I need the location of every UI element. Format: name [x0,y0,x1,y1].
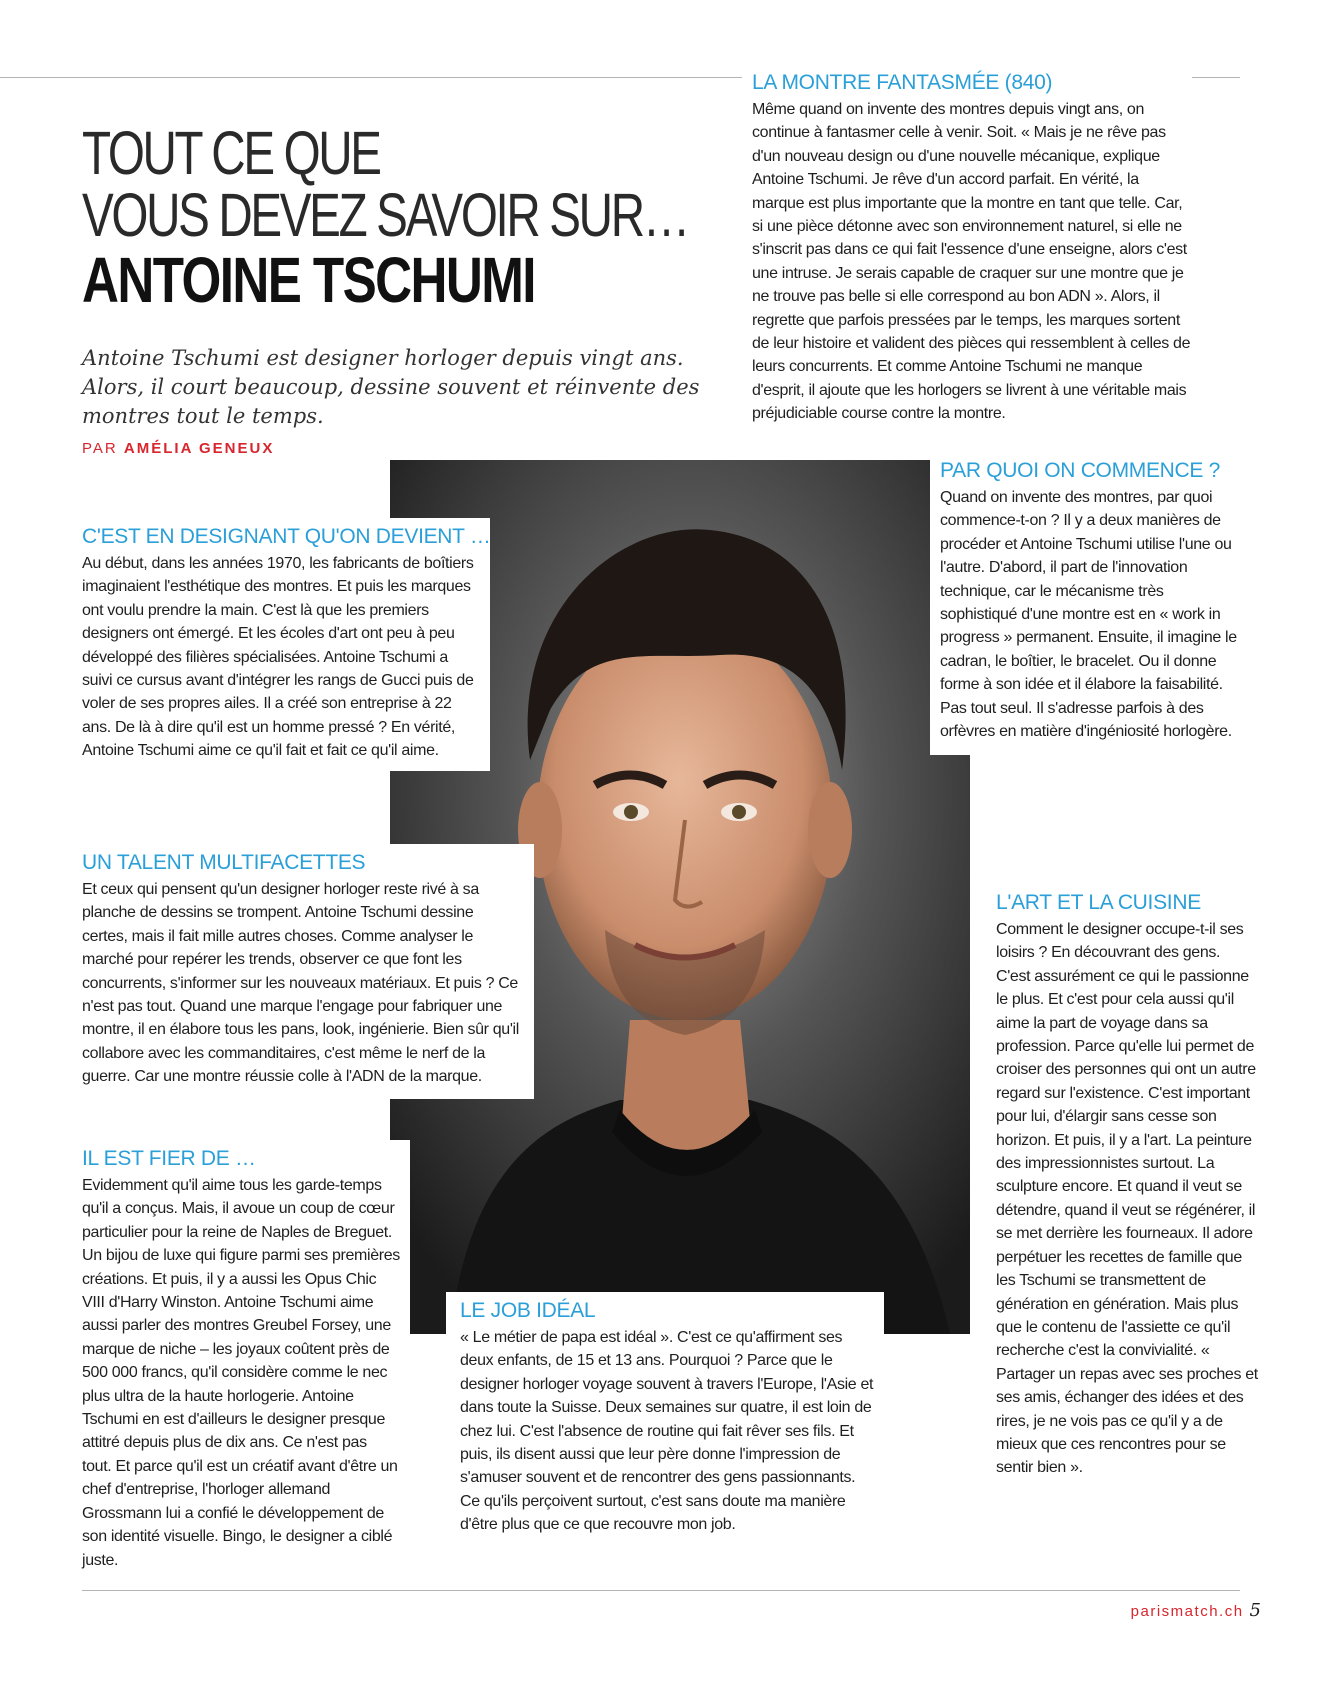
page-title [82,119,722,316]
section-body: Et ceux qui pensent qu'un designer horloger reste rivé à sa planche de dessins se trompent. Antoine Tschumi dessine certes, mais il fait mille autres choses. Comme analyser le marché pour repérer les trends, observer ce que font les concurrents, s'informer sur les nouveaux matériaux. Et puis ? Ce n'est pas tout. Quand une marque l'engage pour fabriquer une montre, il en élabore tous les pans, look, ingénierie. Bien sûr qu'il collabore avec les commanditaires, c'est même le nerf de la guerre. Car une montre réussie colle à l'ADN de la marque. [82,881,519,1086]
section-talent [70,844,534,1099]
section-title: UN TALENT MULTIFACETTES [82,851,366,874]
title-name: ANTOINE TSCHUMI [82,244,535,316]
byline-author: AMÉLIA GENEUX [123,440,275,457]
page-number: 5 [1249,1600,1261,1621]
section-body: Même quand on invente des montres depuis vingt ans, on continue à fantasmer celle à venir. Soit. « Mais je ne rêve pas d'un nouveau design ou d'une nouvelle mécanique, explique Antoine Tschumi. Je rêve d'un accord parfait. En vérité, la marque est plus importante que la montre en tant que telle. Car, si une pièce détonne avec son environnement naturel, si elle ne s'inscrit pas dans ce qui fait l'essence d'une enseigne, alors c'est une intruse. Je serais capable de craquer sur une montre que je ne trouve pas belle si elle correspond au bon ADN ». Alors, il regrette que parfois pressées par le temps, les marques sortent de leur histoire et valident des pièces qui ressemblent à celles de leurs concurrents. Et comme Antoine Tschumi ne manque d'esprit, il ajoute que les horlogers se livrent à une véritable mais préjudiciable course contre la montre. [752,101,1191,423]
section-body: Comment le designer occupe-t-il ses loisirs ? En découvrant des gens. C'est assurément ce qui le passionne le plus. Et c'est pour cela aussi qu'il aime la part de voyage dans sa profession. Parce qu'elle lui permet de croiser des personnes qui ont un autre regard sur l'existence. C'est important pour lui, d'élargir sans cesse son horizon. Et puis, il y a l'art. La peinture des impressionnistes surtout. La sculpture encore. Et quand il veut se détendre, quand il veut se régénérer, il se met derrière les fourneaux. Il adore perpétuer les recettes de famille que les Tschumi se transmettent de génération en génération. Mais plus que le contenu de l'assiette ce qu'il recherche c'est la convivialité. « Partager un repas avec ses proches et ses amis, échanger des idées et des rires, je ne vois pas ce qu'il y a de mieux que ces rencontres pour se sentir bien ». [996,921,1258,1477]
section-title: IL EST FIER DE … [82,1147,256,1170]
title-line-2: VOUS DEVEZ SAVOIR SUR… [82,181,688,249]
bottom-rule [82,1590,1240,1591]
title-line-1: TOUT CE QUE [82,119,380,187]
byline-prefix: PAR [82,440,118,457]
section-par-quoi [930,452,1254,755]
section-body: Quand on invente des montres, par quoi commence-t-on ? Il y a deux manières de procéder et Antoine Tschumi utilise l'une ou l'autre. D'abord, il part de l'innovation technique, car le mécanisme très sophistiqué d'une montre est en « work in progress » permanent. Ensuite, il imagine le cadran, le boîtier, le bracelet. Ou il donne forme à son idée et il élabore la faisabilité. Pas tout seul. Il s'adresse parfois à des orfèvres en matière d'ingéniosité horlogère. [940,489,1237,741]
intro-text: Antoine Tschumi est designer horloger depuis vingt ans. Alors, il court beaucoup, dessine souvent et réinvente des montres tout le temps. [82,346,700,428]
section-art-cuisine [986,884,1268,1490]
section-body: « Le métier de papa est idéal ». C'est ce qu'affirment ses deux enfants, de 15 et 13 ans. Pourquoi ? Parce que le designer horloger voyage souvent à travers l'Europe, l'Asie et dans toute la Suisse. Deux semaines sur quatre, il est loin de chez lui. C'est l'absence de routine qui fait rêver ses fils. Et puis, ils disent aussi que leur père donne l'impression de s'amuser souvent et de rencontrer des gens passionnants. Ce qu'ils perçoivent surtout, c'est sans doute ma manière d'être plus que ce que recouvre mon job. [460,1329,874,1534]
section-montre-fantasmee [742,70,1192,426]
section-fier [70,1140,410,1580]
section-title: C'EST EN DESIGNANT QU'ON DEVIENT … [82,525,491,548]
section-title: LA MONTRE FANTASMÉE (840) [752,71,1053,94]
section-title: PAR QUOI ON COMMENCE ? [940,459,1221,482]
section-body: Evidemment qu'il aime tous les garde-temps qu'il a conçus. Mais, il avoue un coup de cœur particulier pour la reine de Naples de Breguet. Un bijou de luxe qui figure parmi ses premières créations. Et puis, il y a aussi les Opus Chic VIII d'Harry Winston. Antoine Tschumi aime aussi parler des montres Greubel Forsey, une marque de niche – les joyaux coûtent près de 500 000 francs, qu'il considère comme le nec plus ultra de la haute horlogerie. Antoine Tschumi en est d'ailleurs le designer presque attitré depuis plus de dix ans. Ce n'est pas tout. Et parce qu'il est un créatif avant d'être un chef d'entreprise, l'horloger allemand Grossmann lui a confié le développement de son identité visuelle. Bingo, le designer a ciblé juste. [82,1177,400,1569]
section-designant [70,518,490,771]
section-title: LE JOB IDÉAL [460,1299,596,1322]
section-title: L'ART ET LA CUISINE [996,891,1201,914]
footer-site: parismatch.ch [1130,1603,1244,1620]
section-body: Au début, dans les années 1970, les fabricants de boîtiers imaginaient l'esthétique des montres. Et puis les marques ont voulu prendre la main. C'est là que les premiers designers ont émergé. Et les écoles d'art ont peu à peu développé des filières spécialisées. Antoine Tschumi a suivi ce cursus avant d'intégrer les rangs de Gucci puis de voler de ses propres ailes. Il a créé son entreprise à 22 ans. De là à dire qu'il est un homme pressé ? En vérité, Antoine Tschumi aime ce qu'il fait et fait ce qu'il aime. [82,555,474,760]
section-job-ideal [446,1292,884,1543]
page-footer [1131,1600,1261,1621]
byline [82,440,274,457]
